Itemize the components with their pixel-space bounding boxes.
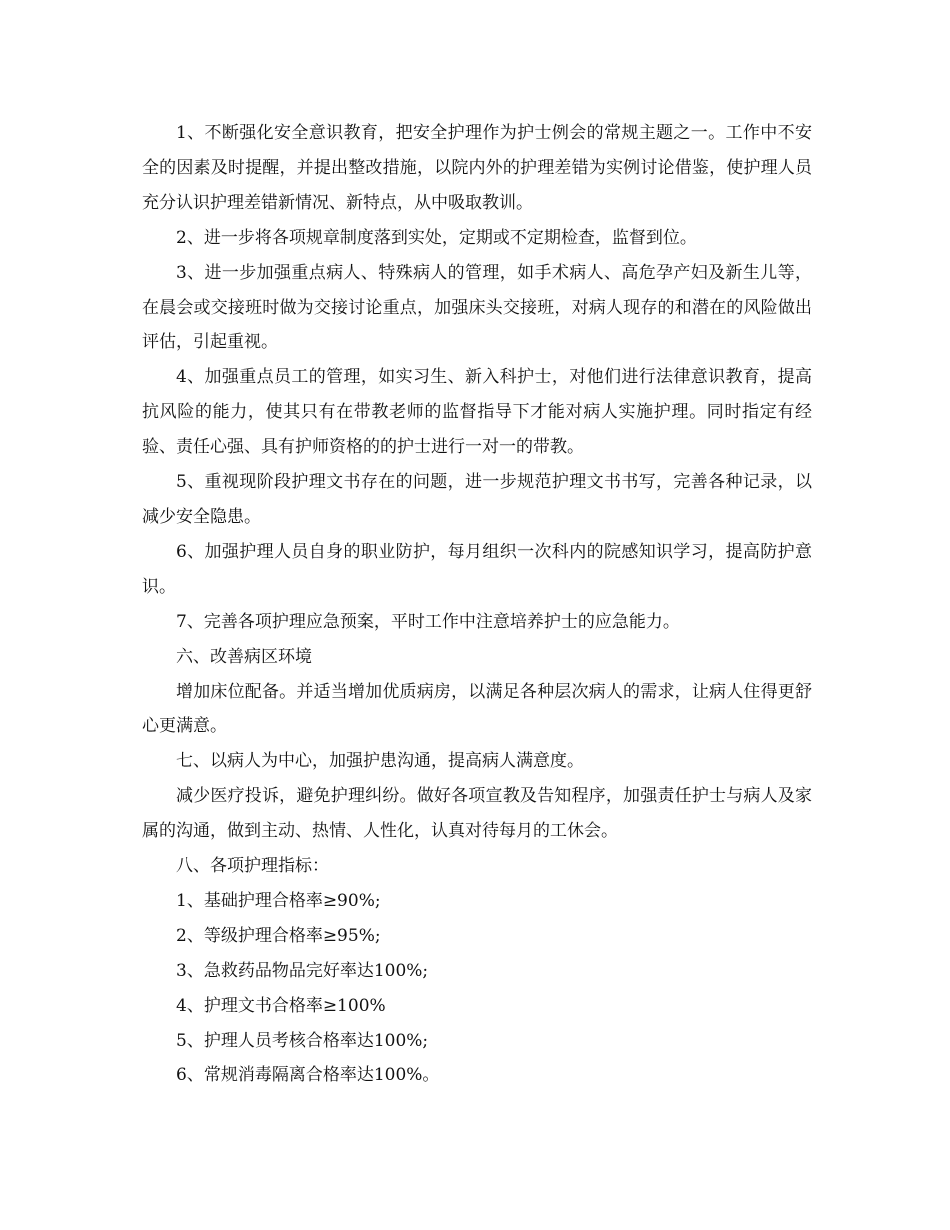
- document-body: [142, 116, 812, 1093]
- section-heading-patient-centered: 七、以病人为中心，加强护患沟通，提高病人满意度。: [176, 751, 584, 772]
- paragraph-occupational-protection: 6、加强护理人员自身的职业防护，每月组织一次科内的院感知识学习，提高防护意识。: [142, 541, 812, 597]
- paragraph-communication: 减少医疗投诉，避免护理纠纷。做好各项宣教及告知程序，加强责任护士与病人及家属的沟通，做到主动、热情、人性化，认真对待每月的工休会。: [142, 786, 812, 842]
- paragraph-rules-implementation: 2、进一步将各项规章制度落到实处，定期或不定期检查，监督到位。: [176, 227, 697, 248]
- indicator-item: 6、常规消毒隔离合格率达100%。: [176, 1065, 440, 1086]
- paragraph-emergency-plans: 7、完善各项护理应急预案，平时工作中注意培养护士的应急能力。: [176, 611, 680, 632]
- section-heading-nursing-indicators: 八、各项护理指标：: [176, 856, 329, 877]
- paragraph-key-patients: 3、进一步加强重点病人、特殊病人的管理，如手术病人、高危孕产妇及新生儿等，在晨会或交接班时做为交接讨论重点，加强床头交接班，对病人现存的和潜在的风险做出评估，引起重视。: [142, 262, 812, 353]
- paragraph-beds: 增加床位配备。并适当增加优质病房，以满足各种层次病人的需求，让病人住得更舒心更满意。: [142, 681, 812, 737]
- indicator-item: 5、护理人员考核合格率达100%;: [176, 1030, 429, 1051]
- indicator-item: 4、护理文书合格率≥100%: [176, 995, 386, 1016]
- section-heading-ward-environment: 六、改善病区环境: [176, 646, 312, 667]
- paragraph-safety-education: 1、不断强化安全意识教育，把安全护理作为护士例会的常规主题之一。工作中不安全的因素及时提醒，并提出整改措施，以院内外的护理差错为实例讨论借鉴，使护理人员充分认识护理差错新情况、新特点，从中吸取教训。: [142, 123, 812, 213]
- indicator-item: 3、急救药品物品完好率达100%;: [176, 960, 429, 981]
- paragraph-nursing-documents: 5、重视现阶段护理文书存在的问题，进一步规范护理文书书写，完善各种记录，以减少安全隐患。: [142, 472, 812, 527]
- paragraph-key-staff: 4、加强重点员工的管理，如实习生、新入科护士，对他们进行法律意识教育，提高抗风险的能力，使其只有在带教老师的监督指导下才能对病人实施护理。同时指定有经验、责任心强、具有护师资格的的护士进行一对一的带教。: [142, 367, 812, 458]
- indicator-item: 1、基础护理合格率≥90%;: [176, 890, 381, 911]
- indicator-item: 2、等级护理合格率≥95%;: [176, 925, 381, 946]
